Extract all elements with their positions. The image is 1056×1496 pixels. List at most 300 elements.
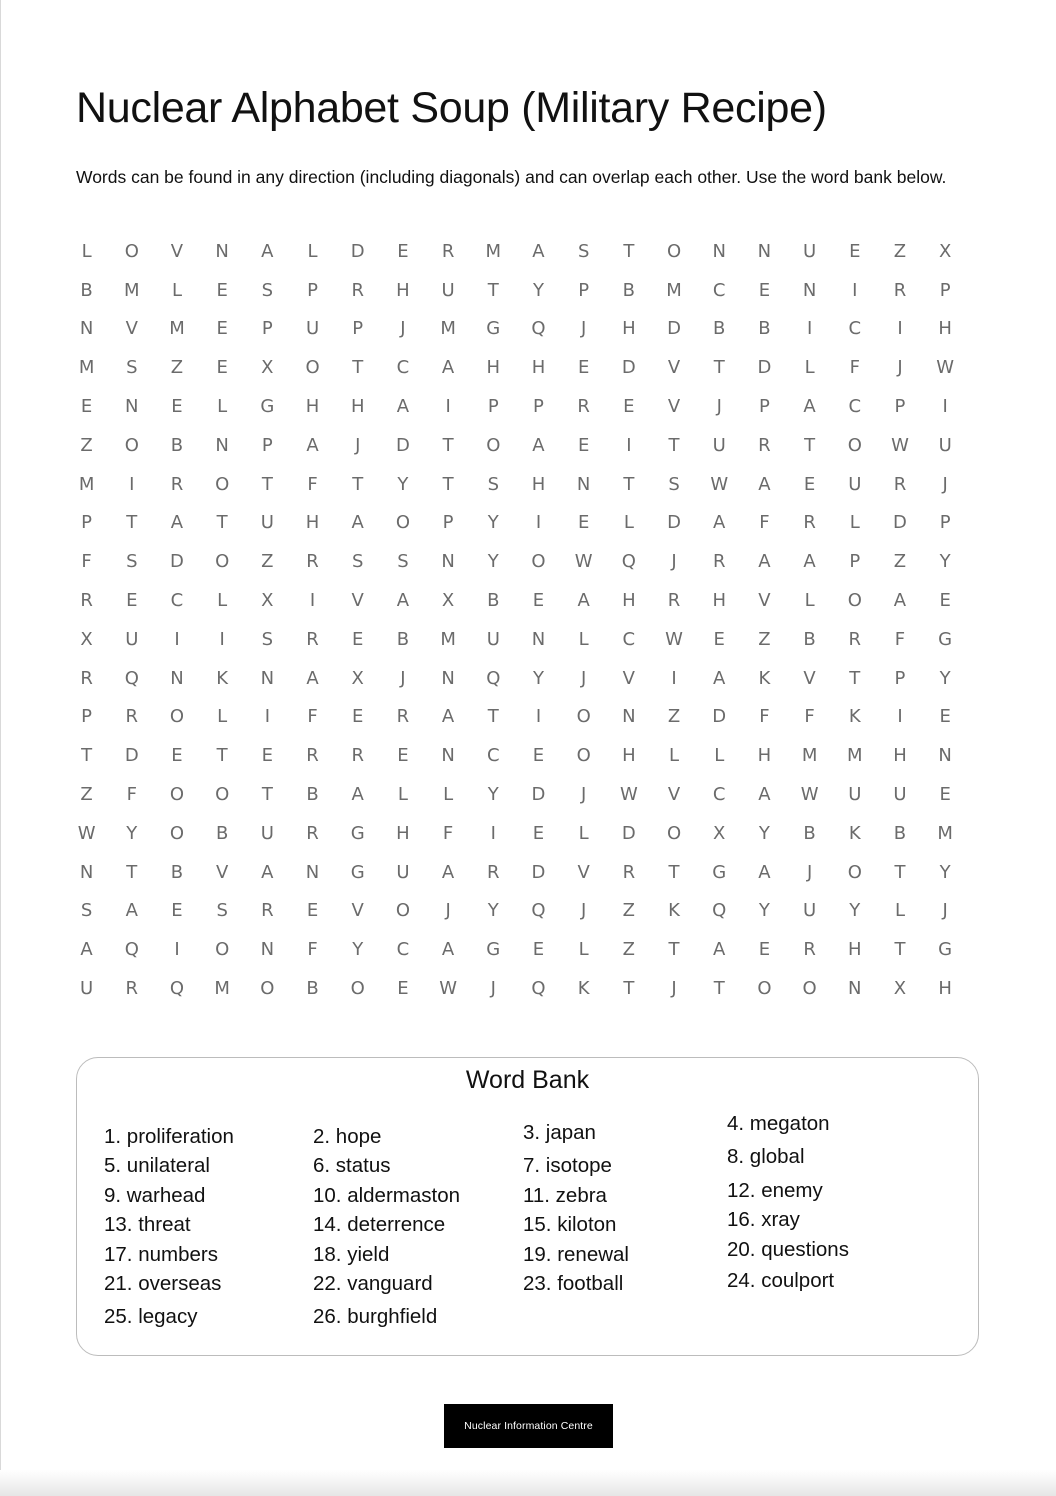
grid-letter: Y (758, 822, 770, 844)
grid-letter: W (936, 357, 955, 379)
word-item: 24. coulport (727, 1269, 835, 1293)
grid-letter: R (712, 551, 726, 573)
grid-letter: W (439, 978, 457, 1000)
grid-letter: V (667, 396, 681, 418)
grid-letter: F (307, 706, 318, 728)
grid-letter: I (806, 318, 813, 340)
word-bank (76, 1057, 979, 1356)
grid-letter: H (712, 590, 726, 612)
grid-letter: X (441, 590, 455, 612)
grid-letter: T (713, 978, 725, 1000)
grid-letter: Z (170, 357, 184, 379)
word-item: 3. japan (523, 1121, 596, 1144)
grid-letter: T (352, 357, 364, 379)
grid-letter: L (217, 396, 228, 418)
grid-letter: A (758, 784, 771, 806)
grid-letter: F (804, 706, 815, 728)
grid-letter: H (938, 318, 952, 340)
grid-letter: O (215, 473, 230, 495)
grid-letter: A (441, 357, 455, 379)
grid-letter: K (848, 822, 861, 844)
grid-letter: U (305, 318, 320, 340)
grid-letter: B (803, 628, 816, 650)
grid-letter: M (440, 318, 456, 340)
grid-letter: E (849, 240, 861, 262)
grid-letter: L (217, 706, 228, 728)
grid-letter: A (532, 434, 545, 456)
grid-letter: B (622, 279, 636, 301)
grid-letter: R (803, 939, 816, 961)
grid-letter: I (219, 628, 225, 650)
grid-letter: X (893, 978, 907, 1000)
grid-letter: I (445, 396, 451, 418)
grid-letter: U (803, 900, 817, 922)
word-item: 23. football (523, 1272, 624, 1296)
grid-letter: D (350, 240, 365, 262)
grid-letter: S (261, 279, 274, 301)
grid-letter: L (81, 240, 92, 262)
grid-letter: Y (532, 279, 544, 301)
grid-letter: A (532, 240, 545, 262)
grid-letter: H (305, 396, 320, 418)
grid-letter: E (532, 745, 545, 767)
grid-letter: U (848, 473, 862, 495)
grid-letter: K (216, 667, 229, 689)
grid-letter: D (757, 357, 772, 379)
grid-letter: P (758, 396, 770, 418)
grid-letter: J (897, 357, 903, 379)
grid-letter: A (125, 900, 138, 922)
grid-letter: Y (939, 551, 951, 573)
grid-letter: P (533, 396, 544, 418)
grid-letter: U (396, 861, 410, 883)
grid-letter: A (577, 590, 590, 612)
grid-letter: E (758, 939, 771, 961)
grid-letter: V (577, 861, 590, 883)
grid-letter: M (169, 318, 185, 340)
grid-letter: Q (531, 318, 546, 340)
grid-letter: E (532, 939, 545, 961)
grid-letter: Z (893, 240, 907, 262)
grid-letter: M (124, 279, 140, 301)
grid-letter: C (170, 590, 184, 612)
grid-letter: G (260, 396, 275, 418)
word-item: 13. threat (104, 1213, 191, 1237)
grid-letter: E (171, 396, 183, 418)
word-item: 22. vanguard (313, 1272, 433, 1296)
grid-letter: V (215, 861, 229, 883)
grid-letter: Y (939, 667, 951, 689)
grid-letter: J (671, 978, 677, 1000)
word-item: 6. status (313, 1154, 391, 1178)
grid-letter: D (124, 745, 139, 767)
grid-letter: E (532, 590, 545, 612)
grid-letter: I (264, 706, 270, 728)
grid-letter: O (395, 512, 410, 534)
grid-letter: O (350, 978, 365, 1000)
grid-letter: E (80, 396, 93, 418)
grid-letter: O (215, 551, 230, 573)
grid-letter: W (665, 628, 683, 650)
word-item: 21. overseas (104, 1272, 222, 1296)
grid-letter: B (487, 590, 500, 612)
grid-letter: U (80, 978, 94, 1000)
grid-letter: A (396, 590, 410, 612)
grid-letter: L (307, 240, 318, 262)
grid-letter: H (396, 822, 410, 844)
grid-letter: Q (169, 978, 185, 1000)
grid-letter: Z (80, 434, 93, 456)
grid-letter: Y (487, 551, 499, 573)
nuclear-information-centre-logo: Nuclear Information Centre (444, 1404, 613, 1448)
grid-letter: E (577, 357, 590, 379)
grid-letter: E (577, 434, 590, 456)
grid-letter: O (124, 240, 139, 262)
grid-letter: H (350, 396, 365, 418)
grid-letter: P (939, 279, 951, 301)
grid-letter: E (939, 706, 951, 728)
grid-letter: E (397, 240, 409, 262)
grid-letter: U (260, 822, 274, 844)
grid-letter: J (355, 434, 361, 456)
grid-letter: H (531, 357, 546, 379)
grid-letter: S (668, 473, 680, 495)
grid-letter: P (261, 318, 273, 340)
grid-letter: O (305, 357, 320, 379)
grid-letter: B (396, 628, 410, 650)
grid-letter: E (171, 900, 183, 922)
grid-letter: Z (893, 551, 907, 573)
grid-letter: T (713, 357, 725, 379)
grid-letter: E (397, 745, 409, 767)
grid-letter: U (848, 784, 862, 806)
grid-letter: A (170, 512, 184, 534)
grid-letter: O (260, 978, 275, 1000)
grid-letter: T (442, 434, 454, 456)
grid-letter: P (81, 706, 93, 728)
grid-letter: D (621, 822, 636, 844)
word-item: 7. isotope (523, 1154, 612, 1178)
grid-letter: S (216, 900, 228, 922)
grid-letter: B (215, 822, 229, 844)
grid-letter: L (669, 745, 680, 767)
grid-letter: Y (352, 939, 364, 961)
grid-letter: T (849, 667, 861, 689)
word-item: 11. zebra (523, 1183, 607, 1207)
grid-letter: E (306, 900, 319, 922)
grid-letter: M (78, 357, 95, 379)
grid-letter: H (486, 357, 501, 379)
grid-letter: F (126, 784, 137, 806)
grid-letter: M (666, 279, 682, 301)
grid-letter: H (848, 939, 862, 961)
word-bank-title: Word Bank (465, 1066, 590, 1094)
grid-letter: R (306, 628, 319, 650)
grid-letter: T (126, 861, 138, 883)
grid-letter: V (667, 357, 681, 379)
grid-letter: E (532, 822, 545, 844)
grid-letter: R (351, 279, 364, 301)
grid-letter: T (487, 279, 499, 301)
grid-letter: L (623, 512, 634, 534)
grid-letter: K (758, 667, 771, 689)
grid-letter: R (80, 590, 93, 612)
grid-letter: D (621, 357, 636, 379)
grid-letter: I (174, 939, 180, 961)
grid-letter: J (581, 318, 587, 340)
grid-letter: L (171, 279, 182, 301)
grid-letter: E (171, 745, 183, 767)
grid-letter: T (261, 784, 273, 806)
grid-letter: T (668, 939, 680, 961)
grid-letter: A (713, 939, 726, 961)
grid-letter: L (804, 357, 815, 379)
grid-letter: N (848, 978, 862, 1000)
grid-letter: S (126, 551, 138, 573)
grid-letter: A (441, 939, 455, 961)
grid-letter: H (305, 512, 320, 534)
grid-letter: K (577, 978, 590, 1000)
word-item: 15. kiloton (523, 1213, 617, 1237)
grid-letter: G (486, 939, 501, 961)
grid-letter: A (893, 590, 907, 612)
grid-letter: H (531, 473, 546, 495)
word-item: 20. questions (727, 1237, 849, 1261)
grid-letter: B (758, 318, 771, 340)
grid-letter: Q (531, 978, 546, 1000)
grid-letter: L (894, 900, 905, 922)
grid-letter: S (577, 240, 590, 262)
grid-letter: N (712, 240, 726, 262)
grid-letter: O (169, 822, 185, 844)
grid-letter: E (352, 628, 364, 650)
grid-letter: I (852, 279, 858, 301)
grid-letter: D (395, 434, 410, 456)
grid-letter: C (848, 396, 862, 418)
grid-letter: T (126, 512, 138, 534)
grid-letter: E (713, 628, 725, 650)
grid-letter: N (79, 861, 94, 883)
grid-letter: H (396, 279, 410, 301)
grid-letter: G (712, 861, 727, 883)
grid-letter: W (800, 784, 819, 806)
grid-letter: R (622, 861, 636, 883)
grid-letter: F (442, 822, 454, 844)
grid-letter: T (623, 240, 635, 262)
grid-letter: W (77, 822, 96, 844)
grid-letter: U (803, 240, 817, 262)
grid-letter: Q (124, 939, 139, 961)
grid-letter: P (442, 512, 454, 534)
grid-letter: H (622, 318, 636, 340)
word-item: 9. warhead (104, 1183, 206, 1207)
grid-letter: X (713, 822, 726, 844)
grid-letter: O (847, 861, 862, 883)
grid-letter: F (81, 551, 92, 573)
grid-letter: L (578, 628, 589, 650)
grid-letter: G (486, 318, 501, 340)
grid-letter: B (80, 279, 93, 301)
grid-letter: J (490, 978, 496, 1000)
grid-letter: V (351, 590, 364, 612)
grid-letter: E (261, 745, 274, 767)
grid-letter: L (804, 590, 815, 612)
instructions: Words can be found in any direction (including diagonals) and can overlap each other. Use the word bank below. (76, 167, 947, 187)
grid-letter: I (942, 396, 948, 418)
grid-letter: C (486, 745, 500, 767)
grid-letter: E (623, 396, 635, 418)
grid-letter: Q (621, 551, 636, 573)
grid-letter: A (261, 240, 274, 262)
grid-letter: P (307, 279, 318, 301)
grid-letter: R (125, 978, 139, 1000)
grid-letter: S (352, 551, 364, 573)
grid-letter: L (578, 939, 589, 961)
grid-letter: Y (532, 667, 544, 689)
grid-letter: Z (80, 784, 93, 806)
word-item: 12. enemy (727, 1178, 823, 1202)
grid-letter: T (894, 939, 906, 961)
grid-letter: U (893, 784, 907, 806)
grid-letter: V (667, 784, 681, 806)
grid-letter: I (535, 512, 542, 534)
grid-letter: Z (622, 900, 636, 922)
grid-letter: D (170, 551, 184, 573)
grid-letter: C (848, 318, 862, 340)
grid-letter: E (216, 318, 228, 340)
grid-letter: Q (712, 900, 727, 922)
grid-letter: I (535, 706, 542, 728)
grid-letter: C (396, 939, 410, 961)
word-item: 1. proliferation (104, 1125, 234, 1148)
grid-letter: H (893, 745, 907, 767)
grid-letter: O (215, 939, 230, 961)
word-item: 17. numbers (104, 1242, 218, 1266)
grid-letter: M (440, 628, 456, 650)
grid-letter: H (622, 745, 636, 767)
grid-letter: O (531, 551, 546, 573)
grid-letter: E (126, 590, 138, 612)
grid-letter: O (215, 784, 230, 806)
grid-letter: J (942, 473, 948, 495)
grid-letter: A (803, 396, 816, 418)
grid-letter: N (441, 745, 455, 767)
grid-letter: D (531, 861, 546, 883)
grid-letter: U (486, 628, 500, 650)
grid-letter: M (937, 822, 953, 844)
grid-letter: N (125, 396, 139, 418)
word-item: 5. unilateral (104, 1154, 210, 1178)
grid-letter: A (758, 473, 771, 495)
grid-letter: D (667, 512, 681, 534)
grid-letter: A (351, 512, 364, 534)
grid-letter: E (352, 706, 364, 728)
grid-letter: R (125, 706, 139, 728)
word-item: 18. yield (313, 1242, 390, 1266)
grid-letter: F (759, 706, 770, 728)
grid-letter: R (396, 706, 410, 728)
grid-letter: R (893, 473, 907, 495)
grid-letter: Z (622, 939, 636, 961)
grid-letter: O (124, 434, 139, 456)
grid-letter: P (894, 396, 906, 418)
page-edge (0, 0, 1, 1496)
grid-letter: J (581, 784, 587, 806)
page-bottom-shadow (0, 1470, 1056, 1496)
grid-letter: R (351, 745, 364, 767)
grid-letter: E (577, 512, 590, 534)
grid-letter: A (758, 861, 771, 883)
grid-letter: V (170, 240, 184, 262)
grid-letter: Y (397, 473, 409, 495)
grid-letter: Y (487, 512, 499, 534)
grid-letter: T (668, 434, 680, 456)
grid-letter: O (802, 978, 817, 1000)
grid-letter: K (668, 900, 680, 922)
grid-letter: A (441, 861, 455, 883)
grid-letter: Z (667, 706, 681, 728)
grid-letter: A (758, 551, 771, 573)
grid-letter: V (351, 900, 364, 922)
grid-letter: N (757, 240, 772, 262)
grid-letter: R (758, 434, 771, 456)
grid-letter: P (261, 434, 273, 456)
grid-letter: M (78, 473, 95, 495)
grid-letter: D (667, 318, 681, 340)
grid-letter: N (576, 473, 591, 495)
grid-letter: R (848, 628, 862, 650)
grid-letter: V (803, 667, 816, 689)
grid-letter: J (400, 318, 406, 340)
grid-letter: E (216, 279, 228, 301)
grid-letter: X (80, 628, 93, 650)
grid-letter: W (891, 434, 909, 456)
grid-letter: Q (124, 667, 139, 689)
grid-letter: N (531, 628, 546, 650)
grid-letter: W (619, 784, 638, 806)
grid-letter: F (849, 357, 860, 379)
grid-letter: O (576, 745, 591, 767)
grid-letter: I (897, 318, 903, 340)
grid-letter: N (260, 667, 275, 689)
grid-letter: U (125, 628, 139, 650)
grid-letter: N (215, 434, 229, 456)
grid-letter: N (305, 861, 320, 883)
grid-letter: L (849, 512, 860, 534)
grid-letter: H (938, 978, 952, 1000)
grid-letter: Y (126, 822, 138, 844)
grid-letter: Q (531, 900, 546, 922)
grid-letter: Y (487, 900, 499, 922)
grid-letter: M (847, 745, 863, 767)
grid-letter: A (306, 434, 319, 456)
grid-letter: N (441, 667, 455, 689)
grid-letter: J (716, 396, 722, 418)
grid-letter: P (81, 512, 93, 534)
grid-letter: N (938, 745, 952, 767)
grid-letter: V (622, 667, 635, 689)
grid-letter: P (578, 279, 590, 301)
grid-letter: I (490, 822, 496, 844)
grid-letter: F (307, 939, 318, 961)
grid-letter: T (216, 512, 228, 534)
grid-letter: I (309, 590, 316, 612)
grid-letter: I (897, 706, 903, 728)
grid-letter: P (487, 396, 499, 418)
grid-letter: L (443, 784, 454, 806)
grid-letter: E (803, 473, 816, 495)
grid-letter: M (214, 978, 230, 1000)
